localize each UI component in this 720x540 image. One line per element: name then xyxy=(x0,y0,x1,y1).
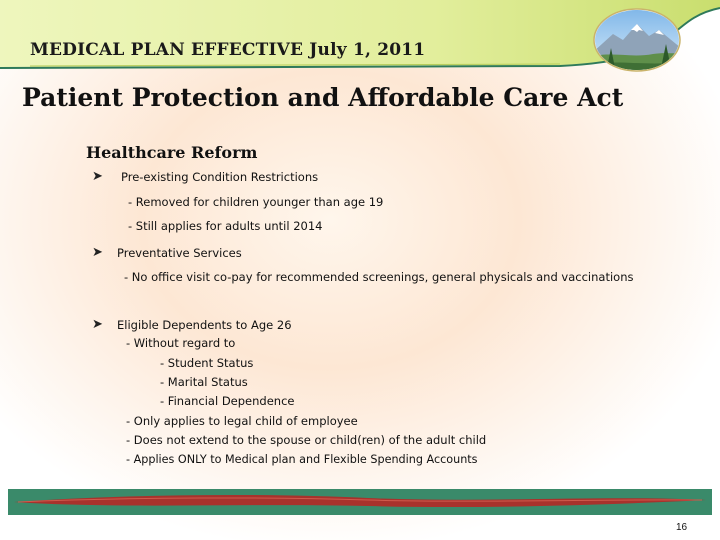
section-line: - Does not extend to the spouse or child(ren) of the adult child xyxy=(126,433,487,447)
section-line: - Financial Dependence xyxy=(160,394,295,408)
section-line: - Still applies for adults until 2014 xyxy=(128,219,323,233)
arrow-bullet-icon: ➤ xyxy=(92,244,103,259)
section-heading: Eligible Dependents to Age 26 xyxy=(117,318,292,332)
section-line: - Only applies to legal child of employee xyxy=(126,414,358,428)
section-line: - Removed for children younger than age 19 xyxy=(128,195,384,209)
page-number: 16 xyxy=(676,522,688,533)
arrow-bullet-icon: ➤ xyxy=(92,168,103,183)
section-heading: Pre-existing Condition Restrictions xyxy=(121,170,319,184)
section-heading: Preventative Services xyxy=(117,246,242,260)
section-line: - Without regard to xyxy=(126,336,236,350)
banner-title: MEDICAL PLAN EFFECTIVE July 1, 2011 xyxy=(30,40,426,60)
arrow-bullet-icon: ➤ xyxy=(92,316,103,331)
footer-bar xyxy=(8,489,712,515)
slide-subtitle: Healthcare Reform xyxy=(86,143,258,162)
section-line: - No office visit co-pay for recommended screenings, general physicals and vaccinations xyxy=(124,270,634,284)
section-line: - Applies ONLY to Medical plan and Flexible Spending Accounts xyxy=(126,453,478,466)
mountain-landscape-icon xyxy=(593,8,681,72)
section-line: - Marital Status xyxy=(160,375,248,389)
slide-title: Patient Protection and Affordable Care Act xyxy=(22,83,624,112)
header-banner xyxy=(0,0,720,78)
section-line: - Student Status xyxy=(160,356,254,370)
